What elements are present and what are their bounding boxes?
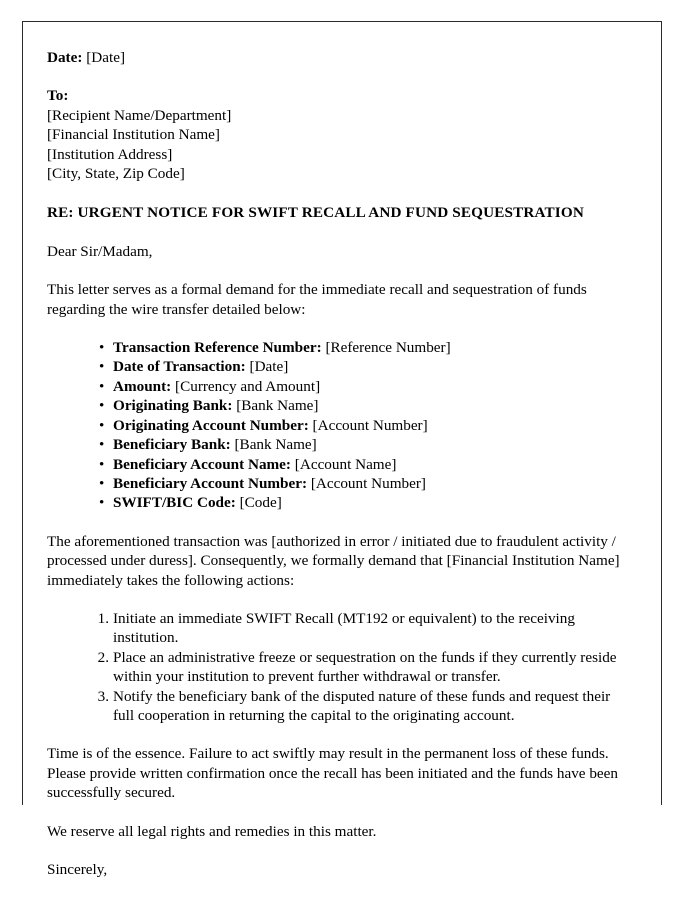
list-item [47,416,629,435]
list-item: Place an administrative freeze or sequestration on the funds if they currently reside within your institution to prevent further withdrawal or transfer. [113,648,617,686]
detail-value: [Date] [249,358,289,376]
intro-paragraph: This letter serves as a formal demand for the immediate recall and sequestration of funds regarding the wire transfer detailed below: [47,281,587,318]
detail-value: [Reference Number] [325,339,451,357]
detail-label: Transaction Reference Number: [113,339,322,357]
list-item [47,493,629,512]
urgency-paragraph: Time is of the essence. Failure to act swiftly may result in the permanent loss of these funds. Please provide written confirmation once the recall has been initiated and the funds have been successfully secured. [47,745,619,802]
list-item [47,435,629,454]
list-item: Notify the beneficiary bank of the disputed nature of these funds and request their full cooperation in returning the capital to the originating account. [113,687,611,724]
detail-value: [Account Name] [294,455,397,473]
demand-paragraph: The aforementioned transaction was [authorized in error / initiated due to fraudulent activity / processed under duress]. Consequently, we formally demand that [Financial Institution Name] immediately takes the following actions: [47,532,620,589]
detail-label: Date of Transaction: [113,358,246,376]
detail-label: SWIFT/BIC Code: [113,494,236,512]
list-item [47,474,629,493]
recipient-line-city-state-zip: [City, State, Zip Code] [47,165,185,183]
salutation: Dear Sir/Madam, [47,242,153,260]
recipient-line-address: [Institution Address] [47,145,173,163]
detail-value: [Code] [239,494,282,512]
date-value: [Date] [86,49,126,66]
detail-value: [Bank Name] [234,436,317,454]
letter-body [47,48,629,879]
recipient-line-name: [Recipient Name/Department] [47,106,232,124]
list-item: Initiate an immediate SWIFT Recall (MT192 or equivalent) to the receiving institution. [113,609,575,647]
detail-label: Beneficiary Account Number: [113,474,308,492]
transaction-details-list [47,338,629,513]
detail-label: Beneficiary Account Name: [113,455,291,473]
detail-label: Beneficiary Bank: [113,436,231,454]
detail-value: [Account Number] [310,474,426,492]
detail-label: Amount: [113,377,172,395]
detail-value: [Account Number] [312,416,428,434]
recipient-line-institution: [Financial Institution Name] [47,126,220,144]
recipient-block [47,86,629,183]
list-item [47,377,629,396]
subject-line: RE: URGENT NOTICE FOR SWIFT RECALL AND FUND SEQUESTRATION [47,204,584,222]
requested-actions-list [47,609,629,725]
to-label: To: [47,87,69,105]
detail-value: [Bank Name] [236,397,319,415]
detail-value: [Currency and Amount] [175,377,321,395]
list-item [47,338,629,357]
date-label: Date: [47,49,83,66]
date-line [47,48,629,67]
detail-label: Originating Account Number: [113,416,309,434]
signoff: Sincerely, [47,861,108,878]
detail-label: Originating Bank: [113,397,233,415]
document-page [22,21,662,878]
list-item [47,357,629,376]
list-item [47,455,629,474]
rights-paragraph: We reserve all legal rights and remedies in this matter. [47,822,377,840]
list-item [47,396,629,415]
